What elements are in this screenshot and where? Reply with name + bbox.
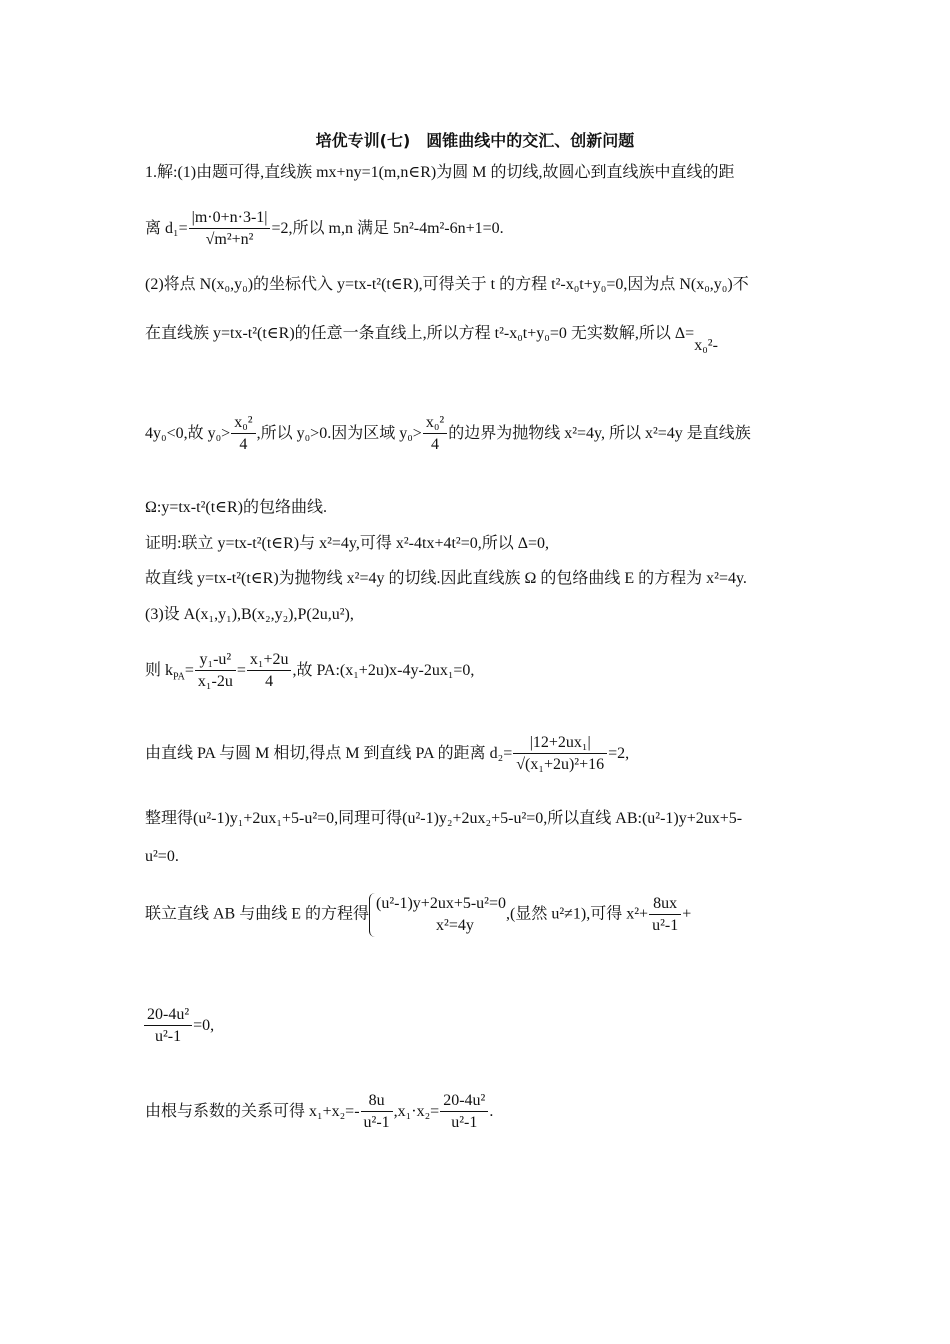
p3-h-post: . [489, 1103, 494, 1121]
frac-den: 4 [239, 436, 248, 453]
p3-c-pre: 由直线 PA 与圆 M 相切,得点 M 到直线 PA 的距离 d₂= [145, 745, 513, 763]
distance-fraction-2 [513, 733, 607, 776]
page-title: 培优专训(七) 圆锥曲线中的交汇、创新问题 [315, 131, 635, 150]
p2-b-text: 在直线族 y=tx-t²(t∈R)的任意一条直线上,所以方程 t²-x₀t+y₀=0 无实数解,所以 Δ= [145, 325, 695, 342]
frac-den: u²-1 [155, 1028, 182, 1045]
x0-squared-over-4-fraction [231, 413, 255, 456]
equals-sign: = [184, 662, 194, 680]
p1-line-b [145, 208, 504, 251]
frac-den: x₁-2u [197, 673, 233, 690]
p3-line-g [143, 1005, 214, 1048]
frac-num: y₁-u² [195, 650, 236, 671]
frac-num: 8ux [649, 894, 681, 915]
frac-den: u²-1 [451, 1114, 478, 1131]
system-eq-1: (u²-1)y+2ux+5-u²=0 [376, 895, 506, 912]
product-fraction [440, 1091, 488, 1134]
frac-num: x₀² [231, 413, 255, 434]
slope-fraction-2 [247, 650, 292, 693]
p3-f-post: + [682, 905, 692, 923]
slope-subscript: PA [173, 671, 185, 683]
equation-system [369, 893, 506, 937]
p2-b-tail: x₀²- [694, 337, 718, 354]
equals-sign-2: = [236, 662, 246, 680]
p3-line-a: (3)设 A(x₁,y₁),B(x₂,y₂),P(2u,u²), [145, 606, 354, 623]
frac-num: |12+2ux₁| [513, 733, 607, 754]
frac-den: 4 [265, 673, 274, 690]
p3-line-f [145, 893, 691, 937]
frac-num: |m·0+n·3-1| [189, 208, 271, 229]
frac-den: 4 [431, 436, 439, 453]
p2-line-e: 证明:联立 y=tx-t²(t∈R)与 x²=4y,可得 x²-4tx+4t²=0,所以 Δ=0, [145, 535, 550, 552]
p3-line-h [145, 1091, 493, 1134]
coef-fraction [649, 894, 681, 937]
p2-line-f: 故直线 y=tx-t²(t∈R)为抛物线 x²=4y 的切线.因此直线族 Ω 的包络曲线 E 的方程为 x²=4y. [145, 570, 747, 587]
p3-line-e: u²=0. [145, 848, 179, 865]
p2-c-pre: 4y₀<0,故 y₀> [145, 425, 231, 443]
p3-h-pre: 由根与系数的关系可得 x₁+x₂=- [145, 1103, 360, 1121]
frac-num: 8u [361, 1091, 393, 1112]
frac-num: 20-4u² [144, 1005, 192, 1026]
p1-line-a: 1.解:(1)由题可得,直线族 mx+ny=1(m,n∈R)为圆 M 的切线,故圆心到直线族中直线的距 [145, 164, 735, 181]
frac-num: 20-4u² [440, 1091, 488, 1112]
p3-line-d: 整理得(u²-1)y₁+2ux₁+5-u²=0,同理可得(u²-1)y₂+2ux₂+5-u²=0,所以直线 AB:(u²-1)y+2ux+5- [145, 810, 743, 827]
p2-line-a: (2)将点 N(x₀,y₀)的坐标代入 y=tx-t²(t∈R),可得关于 t 的方程 t²-x₀t+y₀=0,因为点 N(x₀,y₀)不 [145, 276, 749, 293]
p3-line-c [145, 733, 629, 776]
frac-num: x₀² [423, 413, 447, 434]
p1-b-post: =2,所以 m,n 满足 5n²-4m²-6n+1=0. [271, 220, 504, 238]
p3-c-post: =2, [608, 745, 630, 763]
p3-f-mid: ,(显然 u²≠1),可得 x²+ [506, 905, 649, 923]
p3-b-post: ,故 PA:(x₁+2u)x-4y-2ux₁=0, [292, 662, 475, 680]
frac-den: u²-1 [363, 1114, 390, 1131]
p3-f-pre: 联立直线 AB 与曲线 E 的方程得 [145, 905, 370, 923]
slope-fraction-1 [195, 650, 236, 693]
p2-line-d: Ω:y=tx-t²(t∈R)的包络曲线. [145, 499, 327, 516]
p2-c-post: 的边界为抛物线 x²=4y, 所以 x²=4y 是直线族 [448, 425, 751, 443]
p3-g-post: =0, [193, 1017, 215, 1035]
p3-line-b [145, 650, 474, 693]
sum-fraction [361, 1091, 393, 1134]
p2-line-c [145, 413, 751, 456]
x0-squared-over-4-fraction-2 [423, 413, 447, 456]
frac-den: u²-1 [652, 916, 679, 934]
system-eq-2: x²=4y [436, 917, 474, 934]
distance-fraction-1 [189, 208, 271, 251]
frac-den: √(x₁+2u)²+16 [516, 756, 605, 773]
p2-line-b [145, 323, 718, 354]
constant-fraction [144, 1005, 192, 1048]
p3-h-mid: ,x₁·x₂= [393, 1103, 440, 1121]
p2-c-mid: ,所以 y₀>0.因为区域 y₀> [256, 425, 422, 443]
frac-num: x₁+2u [247, 650, 292, 671]
p3-b-pre: 则 k [145, 662, 174, 680]
p1-b-pre: 离 d₁= [145, 220, 188, 238]
frac-den: √m²+n² [205, 231, 254, 248]
